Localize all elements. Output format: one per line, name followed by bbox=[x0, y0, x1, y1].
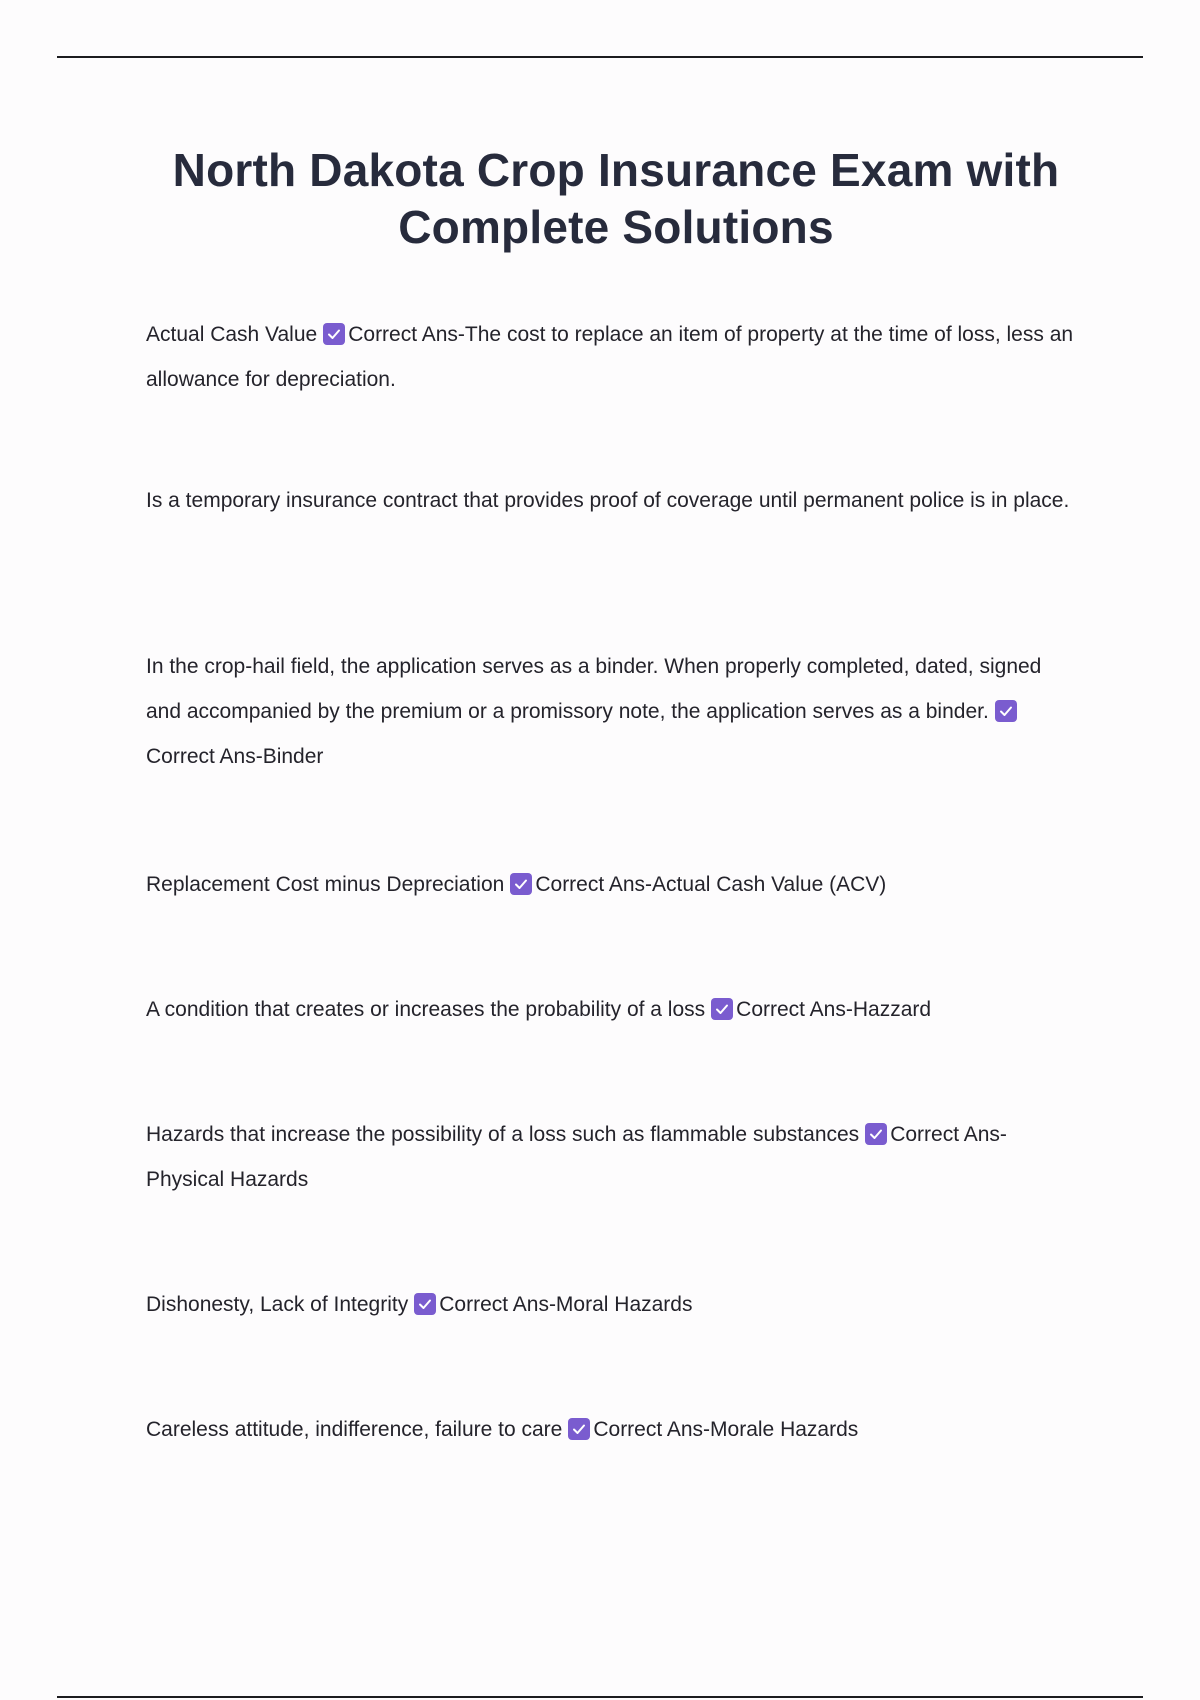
page-title: North Dakota Crop Insurance Exam with Complete Solutions bbox=[172, 144, 1060, 253]
check-icon bbox=[323, 323, 345, 345]
qa-entry bbox=[146, 1112, 1076, 1202]
question-text: Actual Cash Value bbox=[146, 323, 318, 346]
check-icon bbox=[711, 998, 733, 1020]
answer-text: Correct Ans-Binder bbox=[146, 745, 324, 768]
bottom-rule bbox=[57, 1696, 1143, 1698]
check-icon bbox=[995, 700, 1017, 722]
question-text: Is a temporary insurance contract that provides proof of coverage until permanent police is in place. bbox=[146, 489, 1070, 512]
question-text: A condition that creates or increases the probability of a loss bbox=[146, 998, 706, 1021]
answer-text: Correct Ans-Morale Hazards bbox=[593, 1418, 859, 1441]
qa-entry bbox=[146, 312, 1076, 402]
answer-text: Correct Ans-Moral Hazards bbox=[439, 1293, 693, 1316]
qa-entry bbox=[146, 862, 1076, 907]
check-icon bbox=[865, 1123, 887, 1145]
check-icon bbox=[568, 1418, 590, 1440]
qa-entry bbox=[146, 987, 1076, 1032]
qa-entry bbox=[146, 1407, 1076, 1452]
top-rule bbox=[57, 56, 1143, 58]
qa-entry bbox=[146, 1282, 1076, 1327]
answer-text: Correct Ans-Actual Cash Value (ACV) bbox=[535, 873, 887, 896]
qa-entry bbox=[146, 644, 1076, 779]
question-text: In the crop-hail field, the application serves as a binder. When properly completed, dated, signed and accompanied by the premium or a promissory note, the application serves as a binder. bbox=[146, 655, 1042, 723]
question-text: Careless attitude, indifference, failure to care bbox=[146, 1418, 563, 1441]
check-icon bbox=[510, 873, 532, 895]
question-text: Dishonesty, Lack of Integrity bbox=[146, 1293, 409, 1316]
answer-text: Correct Ans-Physical Hazards bbox=[146, 1123, 1007, 1191]
question-text: Hazards that increase the possibility of a loss such as flammable substances bbox=[146, 1123, 860, 1146]
answer-text: Correct Ans-The cost to replace an item of property at the time of loss, less an allowance for depreciation. bbox=[146, 323, 1074, 391]
answer-text: Correct Ans-Hazzard bbox=[736, 998, 932, 1021]
qa-entry bbox=[146, 478, 1076, 523]
check-icon bbox=[414, 1293, 436, 1315]
question-text: Replacement Cost minus Depreciation bbox=[146, 873, 505, 896]
